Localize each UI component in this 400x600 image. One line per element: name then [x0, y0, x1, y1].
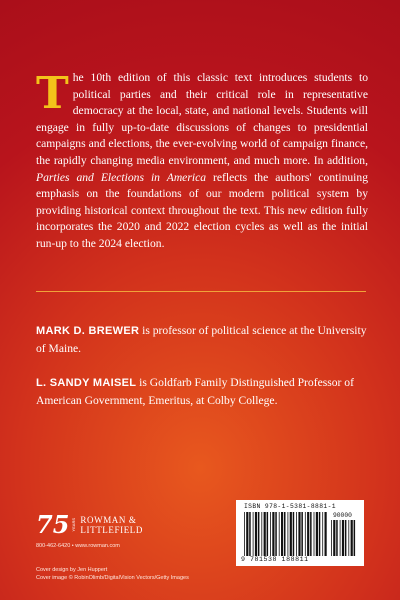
- author-bio-text: is professor of political science at the University of Maine.: [36, 324, 367, 355]
- book-title-italic: Parties and Elections in America: [36, 170, 207, 184]
- publisher-name-line1: ROWMAN &: [80, 515, 137, 525]
- ean-barcode-bars: [244, 512, 328, 556]
- isbn-barcode: [236, 500, 364, 566]
- publisher-logo: [36, 512, 236, 538]
- barcode-bar: [314, 512, 315, 556]
- barcode-bar: [301, 512, 303, 556]
- description-lead: he 10th edition of this classic text introduces students to political parties and their critical role in representative democracy at the local, state, and national levels. Students will engage in fully up-to-date discussions of changes to presidential campaigns and elections, the ever-evolving world of campaign finance, the rapidly changing media environment, and much more. In addition,: [36, 71, 368, 167]
- ean-digits: 9 781538 188811: [241, 556, 309, 563]
- barcode-bar: [333, 520, 335, 556]
- barcode-bar: [342, 520, 344, 556]
- barcode-bar: [279, 512, 280, 556]
- barcode-bar: [270, 512, 271, 556]
- barcode-bar: [284, 512, 286, 556]
- isbn-number: ISBN 978-1-5381-8881-1: [244, 503, 336, 510]
- barcode-bar: [354, 520, 356, 556]
- barcode-bar: [345, 520, 347, 556]
- barcode-bar: [246, 512, 248, 556]
- author-bio-text: is Goldfarb Family Distinguished Professor of American Government, Emeritus, at Colby College.: [36, 376, 354, 407]
- barcode-bar: [293, 512, 295, 556]
- barcode-bar: [310, 512, 312, 556]
- author-bio-brewer: [36, 322, 368, 357]
- barcode-bar: [296, 512, 297, 556]
- barcode-bar: [249, 512, 251, 556]
- barcode-bar: [325, 512, 327, 556]
- barcode-bar: [244, 512, 245, 556]
- barcode-bar: [281, 512, 283, 556]
- barcode-bar: [272, 512, 274, 556]
- barcode-bar: [305, 512, 306, 556]
- publisher-block: [36, 512, 236, 549]
- barcode-bar: [264, 512, 266, 556]
- drop-cap: T: [36, 68, 69, 119]
- author-bio-maisel: [36, 374, 368, 409]
- publisher-contact: 800-462-6420 • www.rowman.com: [36, 543, 120, 549]
- barcode-bar: [348, 520, 349, 556]
- barcode-bar: [331, 520, 332, 556]
- barcode-bar: [340, 520, 341, 556]
- barcode-bar: [288, 512, 289, 556]
- anniversary-years-label: YEARS: [71, 518, 77, 532]
- barcode-bar: [336, 520, 338, 556]
- barcode-bar: [255, 512, 257, 556]
- barcode-bar: [275, 512, 277, 556]
- book-description: [36, 70, 368, 253]
- barcode-bar: [298, 512, 300, 556]
- barcode-bar: [351, 520, 353, 556]
- description-rest: reflects the authors' continuing emphasis on the foundations of our modern political system by providing historical context throughout the text. This new edition fully incorporates the 2020 and 2022 election cycles as well as the initial run-up to the 2024 election.: [36, 170, 369, 250]
- cover-credits: [36, 566, 189, 582]
- barcode-bar: [307, 512, 309, 556]
- cover-image-credit: Cover image © RobinOlimb/DigitalVision Vectors/Getty Images: [36, 575, 189, 581]
- price-code: 90000: [333, 512, 352, 519]
- publisher-name: [80, 515, 143, 535]
- barcode-bar: [258, 512, 260, 556]
- publisher-name-line2: LITTLEFIELD: [80, 525, 143, 535]
- barcode-bar: [319, 512, 321, 556]
- cover-design-credit: Cover design by Jen Huppert: [36, 567, 108, 573]
- section-divider: [36, 291, 366, 292]
- barcode-bar: [316, 512, 318, 556]
- anniversary-number: 75: [36, 510, 70, 539]
- barcode-bar: [267, 512, 269, 556]
- author-name: L. SANDY MAISEL: [36, 377, 137, 389]
- barcode-bar: [290, 512, 292, 556]
- price-barcode-bars: [331, 520, 357, 556]
- author-name: MARK D. BREWER: [36, 325, 140, 337]
- barcode-bar: [322, 512, 323, 556]
- barcode-bar: [261, 512, 262, 556]
- barcode-bar: [253, 512, 254, 556]
